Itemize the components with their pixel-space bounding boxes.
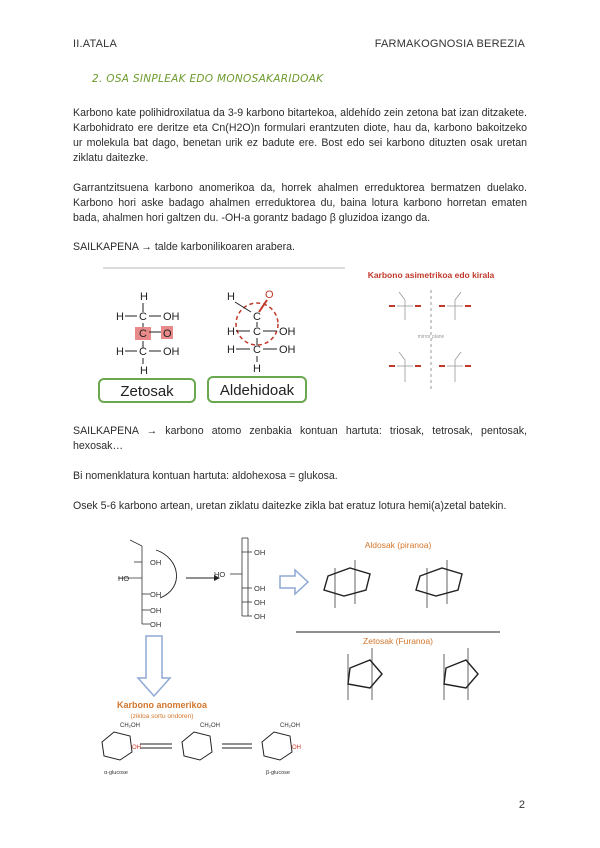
- glucose-equilibrium: [102, 732, 292, 760]
- section-title: 2. OSA SINPLEAK EDO MONOSAKARIDOAK: [92, 73, 324, 85]
- atom-c: C: [139, 311, 147, 323]
- oh-label: OH: [254, 598, 266, 607]
- atom-c: C: [139, 346, 147, 358]
- header-subject: FARMAKOGNOSIA BEREZIA: [374, 38, 525, 50]
- furanose-rings: [348, 648, 478, 700]
- anomeric-title: Karbono anomerikoa: [116, 700, 208, 710]
- oh-label: OH: [150, 558, 162, 567]
- oh-label: OH: [150, 606, 162, 615]
- ch2oh-label: CH₂OH: [120, 723, 140, 729]
- mirror-label: mirror plane: [417, 334, 445, 340]
- atom-o: O: [265, 289, 274, 301]
- atom-h: H: [227, 291, 235, 303]
- paragraph-cyclization: Osek 5-6 karbono artean, uretan ziklatu daitezke zikla bat eratuz lotura hemi(a)zetal batekin.: [73, 500, 507, 512]
- ch2oh-label: CH₂OH: [280, 723, 300, 729]
- label-zetosak: Zetosak: [120, 383, 174, 400]
- atom-oh: OH: [279, 344, 296, 356]
- atom-c: C: [139, 328, 147, 340]
- atom-c: C: [253, 326, 261, 338]
- atom-oh: OH: [279, 326, 296, 338]
- atom-c: C: [253, 344, 261, 356]
- beta-glucose-label: β-glucose: [266, 770, 290, 776]
- atom-oh: OH: [163, 346, 180, 358]
- hollow-arrow-down: [138, 636, 170, 696]
- paragraph-anomeric: Garrantzitsuena karbono anomerikoa da, horrek ahalmen erreduktorea bermatzen duelako. Karbono hori aske badago ahalmen erreduktorea du, baina lotura karbono horretan ematen bada, ahalmen hori galtzen du. -OH-a gorantz badago β gluzidoa izango da.: [73, 182, 527, 224]
- paragraph-definition: Karbono kate polihidroxilatua da 3-9 karbono bitartekoa, aldehído zein zetona bat izan ditzakete. Karbohidrato ere deritze eta Cn(H2O)n formulari erantzuten diote, hau da, karbono bakoitzeko ur molekula bat dago, benetan urik ez badute ere. Bost edo sei karbono dituzten osak uretan ziklatu daitezke.: [73, 107, 527, 164]
- anomeric-subtitle: (zikloa sortu ondoren): [130, 713, 194, 720]
- atom-h: H: [116, 311, 124, 323]
- alpha-glucose-label: α-glucose: [104, 770, 128, 776]
- oh-label: OH: [254, 548, 266, 557]
- paragraph-classification-carbonyl: SAILKAPENA → talde karbonilikoaren arabera.: [73, 241, 296, 253]
- oh-label: OH: [254, 584, 266, 593]
- ch2oh-label: CH₂OH: [200, 723, 220, 729]
- paragraph-nomenclature: Bi nomenklatura kontuan hartuta: aldohexosa = glukosa.: [73, 470, 338, 482]
- paragraph-classification-carbon-count: SAILKAPENA → karbono atomo zenbakia kontuan hartuta: triosak, tetrosak, pentosak, hexosak…: [73, 425, 527, 452]
- hollow-arrow-right: [280, 570, 308, 594]
- header-chapter: II.ATALA: [73, 38, 117, 50]
- open-chain-glucose: [118, 540, 161, 629]
- page-number: 2: [518, 799, 525, 811]
- atom-h: H: [227, 344, 235, 356]
- ho-label: HO: [118, 574, 130, 583]
- atom-h: H: [227, 326, 235, 338]
- pyranose-rings: [324, 560, 462, 608]
- fischer-ring: [214, 538, 265, 621]
- zetosak-title: Zetosak (Furanoa): [363, 636, 433, 646]
- chiral-title: Karbono asimetrikoa edo kirala: [367, 270, 495, 280]
- oh-label: OH: [254, 612, 266, 621]
- oh-label: OH: [150, 590, 162, 599]
- aldehyde-structure: [227, 289, 296, 375]
- label-aldehidoak: Aldehidoak: [219, 382, 295, 399]
- ketose-structure: [116, 291, 180, 377]
- oh-label: OH: [292, 745, 301, 751]
- aldosak-title: Aldosak (piranoa): [364, 540, 432, 550]
- atom-h: H: [116, 346, 124, 358]
- atom-h: H: [140, 291, 148, 303]
- atom-o: O: [163, 328, 172, 340]
- figure-ketose-aldehyde: [93, 262, 513, 410]
- atom-h: H: [140, 365, 148, 377]
- atom-oh: OH: [163, 311, 180, 323]
- oh-label: OH: [132, 745, 141, 751]
- oh-label: OH: [150, 620, 162, 629]
- atom-c: C: [253, 311, 261, 323]
- atom-h: H: [253, 363, 261, 375]
- figure-cyclization: [90, 528, 530, 778]
- ho-label: HO: [214, 570, 226, 579]
